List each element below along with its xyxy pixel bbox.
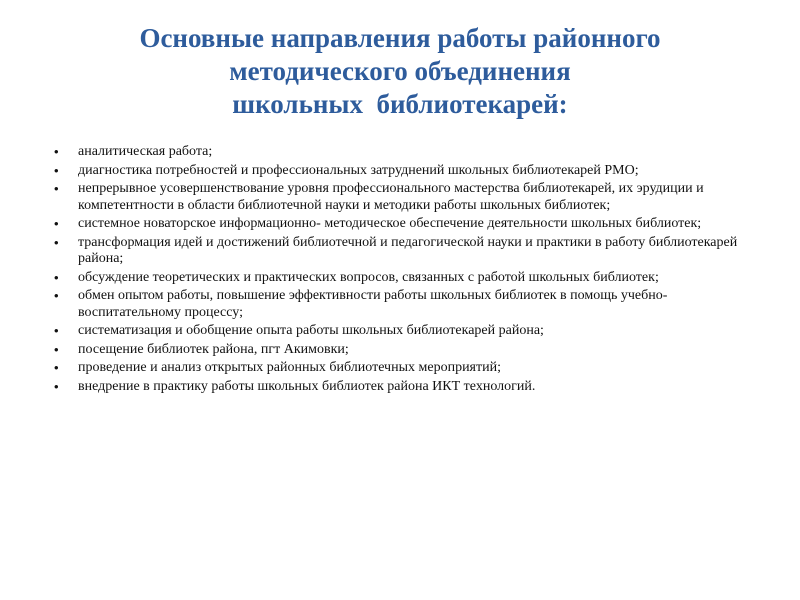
list-item-text: системное новаторское информационно- методическое обеспечение деятельности школьных библиотек;: [78, 216, 702, 231]
slide-title: [0, 22, 800, 121]
list-item: [54, 342, 754, 359]
bullet-icon: •: [54, 144, 59, 159]
bullet-icon: •: [54, 234, 59, 250]
list-item-text: аналитическая работа;: [78, 144, 213, 159]
list-item-text: обсуждение теоретических и практических вопросов, связанных с работой школьных библиотек;: [78, 269, 659, 285]
list-item: [54, 360, 754, 377]
list-item: [54, 379, 754, 396]
list-item: [54, 163, 754, 180]
list-item-text: проведение и анализ открытых районных библиотечных мероприятий;: [78, 360, 501, 375]
title-line-1: Основные направления работы районного: [139, 23, 661, 53]
list-item: [54, 288, 754, 321]
list-item: [54, 270, 754, 287]
list-item-text: внедрение в практику работы школьных библиотек района ИКТ технологий.: [78, 378, 536, 394]
bullet-icon: •: [54, 323, 59, 338]
list-item: [54, 323, 754, 340]
list-item-text: трансформация идей и достижений библиотечной и педагогической науки и практики в работу библиотекарей района;: [78, 234, 738, 266]
bullet-icon: •: [54, 181, 59, 196]
bullet-icon: •: [54, 378, 59, 394]
bullet-icon: •: [54, 162, 59, 178]
list-item-text: обмен опытом работы, повышение эффективности работы школьных библиотек в помощь учебно- воспитательному процессу;: [78, 288, 668, 320]
bullet-icon: •: [54, 341, 59, 357]
list-item-text: непрерывное усовершенствование уровня профессионального мастерства библиотекарей, их эрудиции и компетентности в области библиотечной науки и методики работы школьных библиотек;: [78, 181, 704, 213]
list-item: [54, 144, 754, 161]
list-item-text: систематизация и обобщение опыта работы школьных библиотекарей района;: [78, 323, 544, 338]
bullet-icon: •: [54, 216, 59, 231]
bullet-list: [54, 144, 754, 397]
title-line-3: школьных библиотекарей:: [232, 89, 568, 119]
title-line-2: методического объединения: [229, 56, 571, 86]
bullet-icon: •: [54, 269, 59, 285]
bullet-icon: •: [54, 288, 59, 303]
list-item-text: посещение библиотек района, пгт Акимовки;: [78, 341, 349, 357]
list-item-text: диагностика потребностей и профессиональных затруднений школьных библиотекарей РМО;: [78, 162, 639, 178]
list-item: [54, 235, 754, 268]
list-item: [54, 216, 754, 233]
list-item: [54, 181, 754, 214]
bullet-icon: •: [54, 360, 59, 375]
